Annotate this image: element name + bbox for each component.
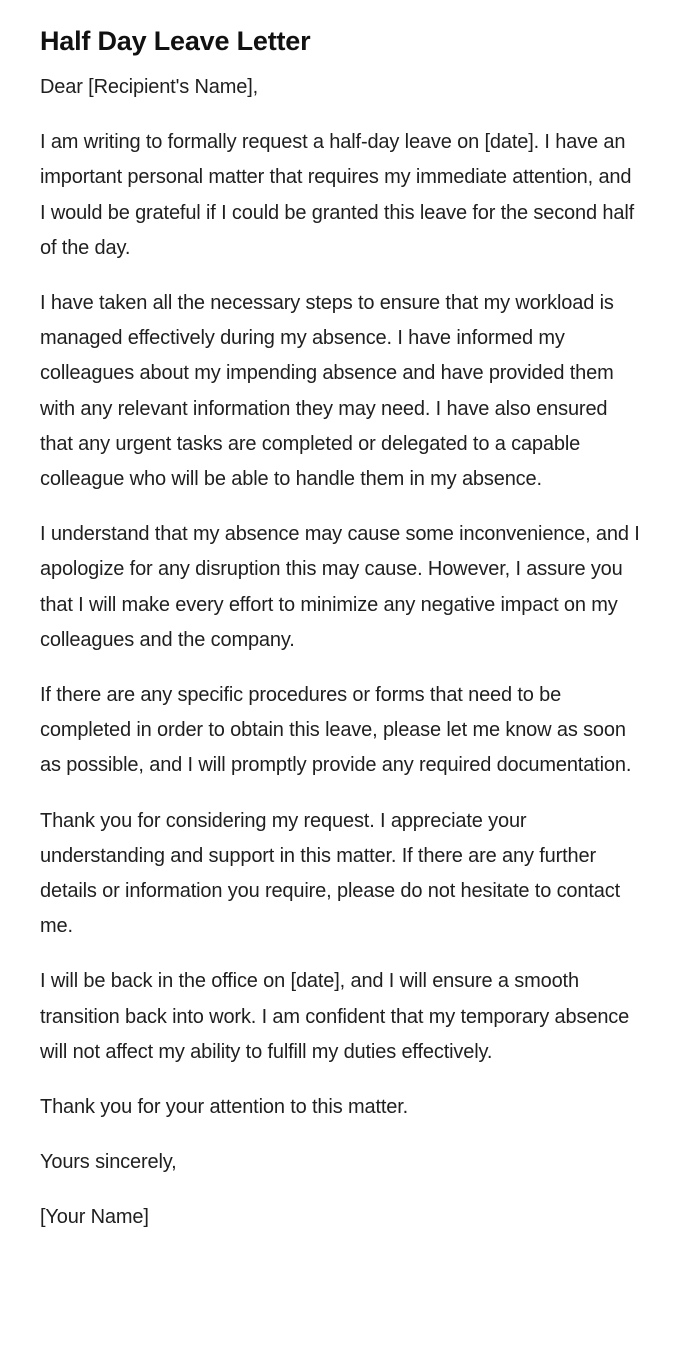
letter-paragraph-5: Thank you for considering my request. I appreciate your understanding and support in this matter. If there are any further details or information you require, please do not hesitate to contact me. — [40, 809, 621, 938]
letter-paragraph-4: If there are any specific procedures or forms that need to be completed in order to obtain this leave, please let me know as soon as possible, and I will promptly provide any required documentation. — [40, 684, 632, 777]
letter-paragraph-2: I have taken all the necessary steps to ensure that my workload is managed effectively during my absence. I have informed my colleagues about my impending absence and have provided them with any relevant information they may need. I have also ensured that any urgent tasks are completed or delegated to a capable colleague who will be able to handle them in my absence. — [40, 292, 614, 491]
letter-paragraph-7: Thank you for your attention to this matter. — [40, 1096, 409, 1119]
letter-salutation: Dear [Recipient's Name], — [40, 76, 259, 98]
letter-signature: [Your Name] — [40, 1206, 149, 1229]
letter-paragraph-3: I understand that my absence may cause some inconvenience, and I apologize for any disruption this may cause. However, I assure you that I will make every effort to minimize any negative impact on my colleagues and the company. — [40, 523, 640, 651]
letter-paragraph-1: I am writing to formally request a half-day leave on [date]. I have an important personal matter that requires my immediate attention, and I would be grateful if I could be granted this leave for the second half of the day. — [40, 131, 635, 259]
letter-closing: Yours sincerely, — [40, 1151, 177, 1174]
letter-paragraph-6: I will be back in the office on [date], and I will ensure a smooth transition back into work. I am confident that my temporary absence will not affect my ability to fulfill my duties effectively. — [40, 970, 630, 1063]
letter-title: Half Day Leave Letter — [40, 26, 311, 56]
